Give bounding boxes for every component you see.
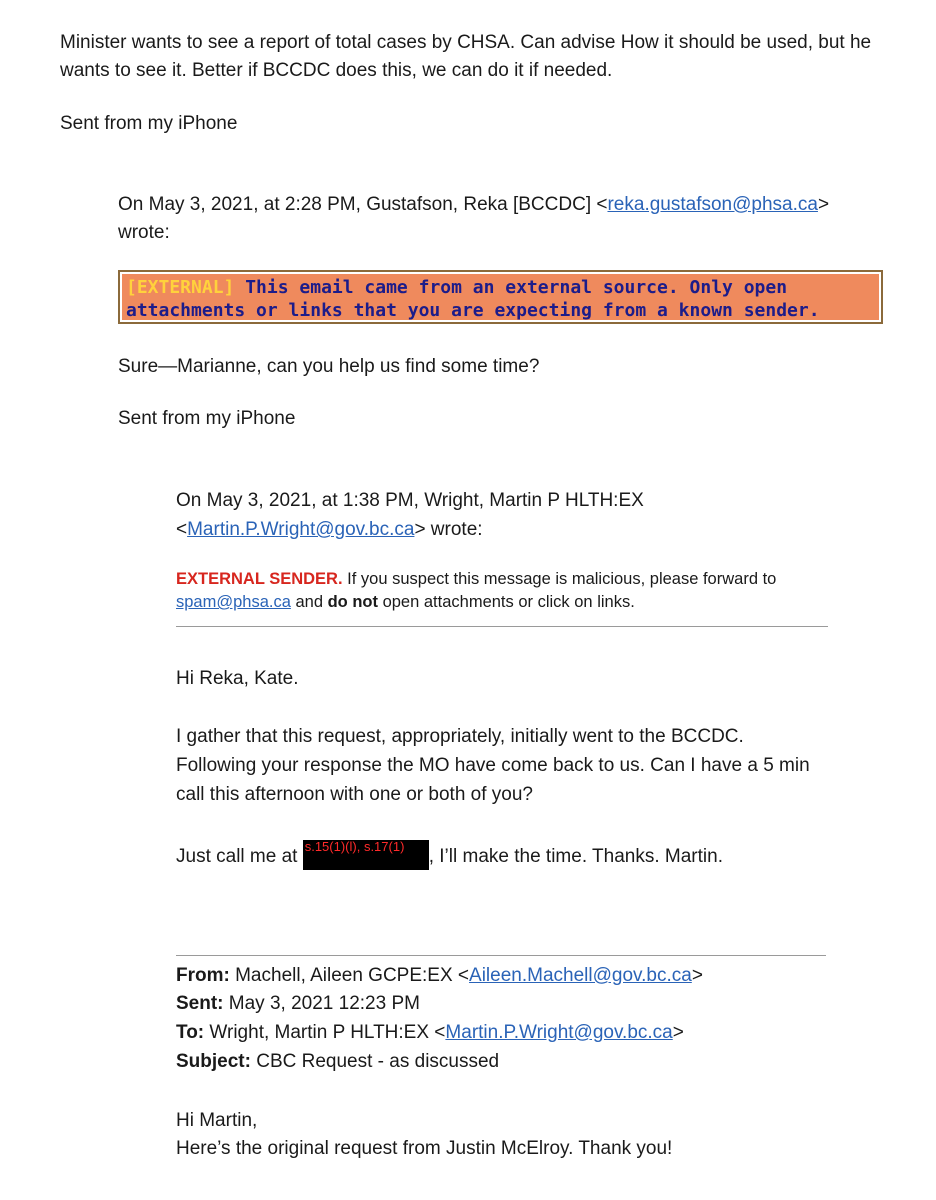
quote1-header-wrote: wrote: [118, 222, 170, 243]
external-sender-notice-rest: If you suspect this message is malicious, please forward to [342, 570, 777, 588]
external-sender-notice-line-2 [176, 591, 776, 614]
external-tag: [EXTERNAL] [126, 277, 235, 298]
forward-to-line [176, 1020, 684, 1046]
to-end: > [672, 1022, 684, 1043]
quote1-header-prefix: On May 3, 2021, at 2:28 PM, Gustafson, Reka [BCCDC] < [118, 194, 608, 215]
external-warning-line-1 [126, 276, 820, 299]
quote1-header-suffix: > [817, 194, 830, 215]
from-end: > [691, 965, 703, 986]
forward-divider [176, 955, 826, 956]
forward-subject-line [176, 1049, 499, 1075]
external-sender-notice-line-1 [176, 568, 776, 591]
forward-greeting: Hi Martin, [176, 1110, 258, 1131]
quote2-para-line-3: call this afternoon with one or both of you? [176, 784, 534, 805]
quote2-header-line-2 [176, 517, 483, 543]
message-line-1: Minister wants to see a report of total cases by CHSA. Can advise How it should be used, but he [60, 32, 872, 53]
sent-label: Sent: [176, 993, 224, 1014]
quote1-body: Sure—Marianne, can you help us find some time? [118, 356, 540, 377]
quote2-para-line-2: Following your response the MO have come back to us. Can I have a 5 min [176, 755, 810, 776]
subject-label: Subject: [176, 1051, 251, 1072]
notice-do-not: do not [327, 593, 378, 611]
to-value: Wright, Martin P HLTH:EX < [204, 1022, 446, 1043]
quote2-para-line-1: I gather that this request, appropriately, initially went to the BCCDC. [176, 726, 744, 747]
from-email-link[interactable]: Aileen.Machell@gov.bc.ca [469, 965, 692, 986]
quote1-sender-email-link[interactable]: reka.gustafson@phsa.ca [607, 194, 818, 215]
from-label: From: [176, 965, 230, 986]
quote1-signature: Sent from my iPhone [118, 408, 296, 429]
from-value: Machell, Aileen GCPE:EX < [229, 965, 470, 986]
forward-from-line [176, 963, 703, 989]
external-warning-text [126, 276, 820, 322]
external-warning-banner [118, 270, 883, 324]
to-label: To: [176, 1022, 205, 1043]
message-line-2: wants to see it. Better if BCCDC does this, we can do it if needed. [60, 60, 613, 81]
notice-divider [176, 626, 828, 627]
subject-value: CBC Request - as discussed [250, 1051, 500, 1072]
external-warning-line-2: attachments or links that you are expecting from a known sender. [126, 300, 820, 321]
external-warning-line-1-rest: This email came from an external source. Only open [234, 277, 788, 298]
quote1-header [118, 192, 829, 218]
sent-value: May 3, 2021 12:23 PM [223, 993, 420, 1014]
quote2-call-line [176, 840, 723, 870]
quote2-header-line-1: On May 3, 2021, at 1:38 PM, Wright, Martin P HLTH:EX [176, 490, 644, 511]
forward-body: Here’s the original request from Justin McElroy. Thank you! [176, 1138, 673, 1159]
message-signature: Sent from my iPhone [60, 113, 238, 134]
redaction-box: s.15(1)(l), s.17(1) [303, 840, 429, 870]
spam-email-link[interactable]: spam@phsa.ca [176, 593, 291, 611]
quote2-greeting: Hi Reka, Kate. [176, 668, 299, 689]
external-sender-label: EXTERNAL SENDER. [176, 570, 343, 588]
quote2-header-lt: < [176, 519, 188, 540]
notice-rest-2: open attachments or click on links. [378, 593, 635, 611]
call-suffix: , I’ll make the time. Thanks. Martin. [428, 846, 723, 867]
to-email-link[interactable]: Martin.P.Wright@gov.bc.ca [445, 1022, 673, 1043]
external-warning-banner-fill [122, 274, 879, 320]
forward-sent-line [176, 991, 420, 1017]
quote2-sender-email-link[interactable]: Martin.P.Wright@gov.bc.ca [187, 519, 415, 540]
call-prefix: Just call me at [176, 846, 303, 867]
external-sender-notice [176, 568, 776, 614]
quote2-header-suffix: > wrote: [414, 519, 483, 540]
notice-and: and [290, 593, 328, 611]
